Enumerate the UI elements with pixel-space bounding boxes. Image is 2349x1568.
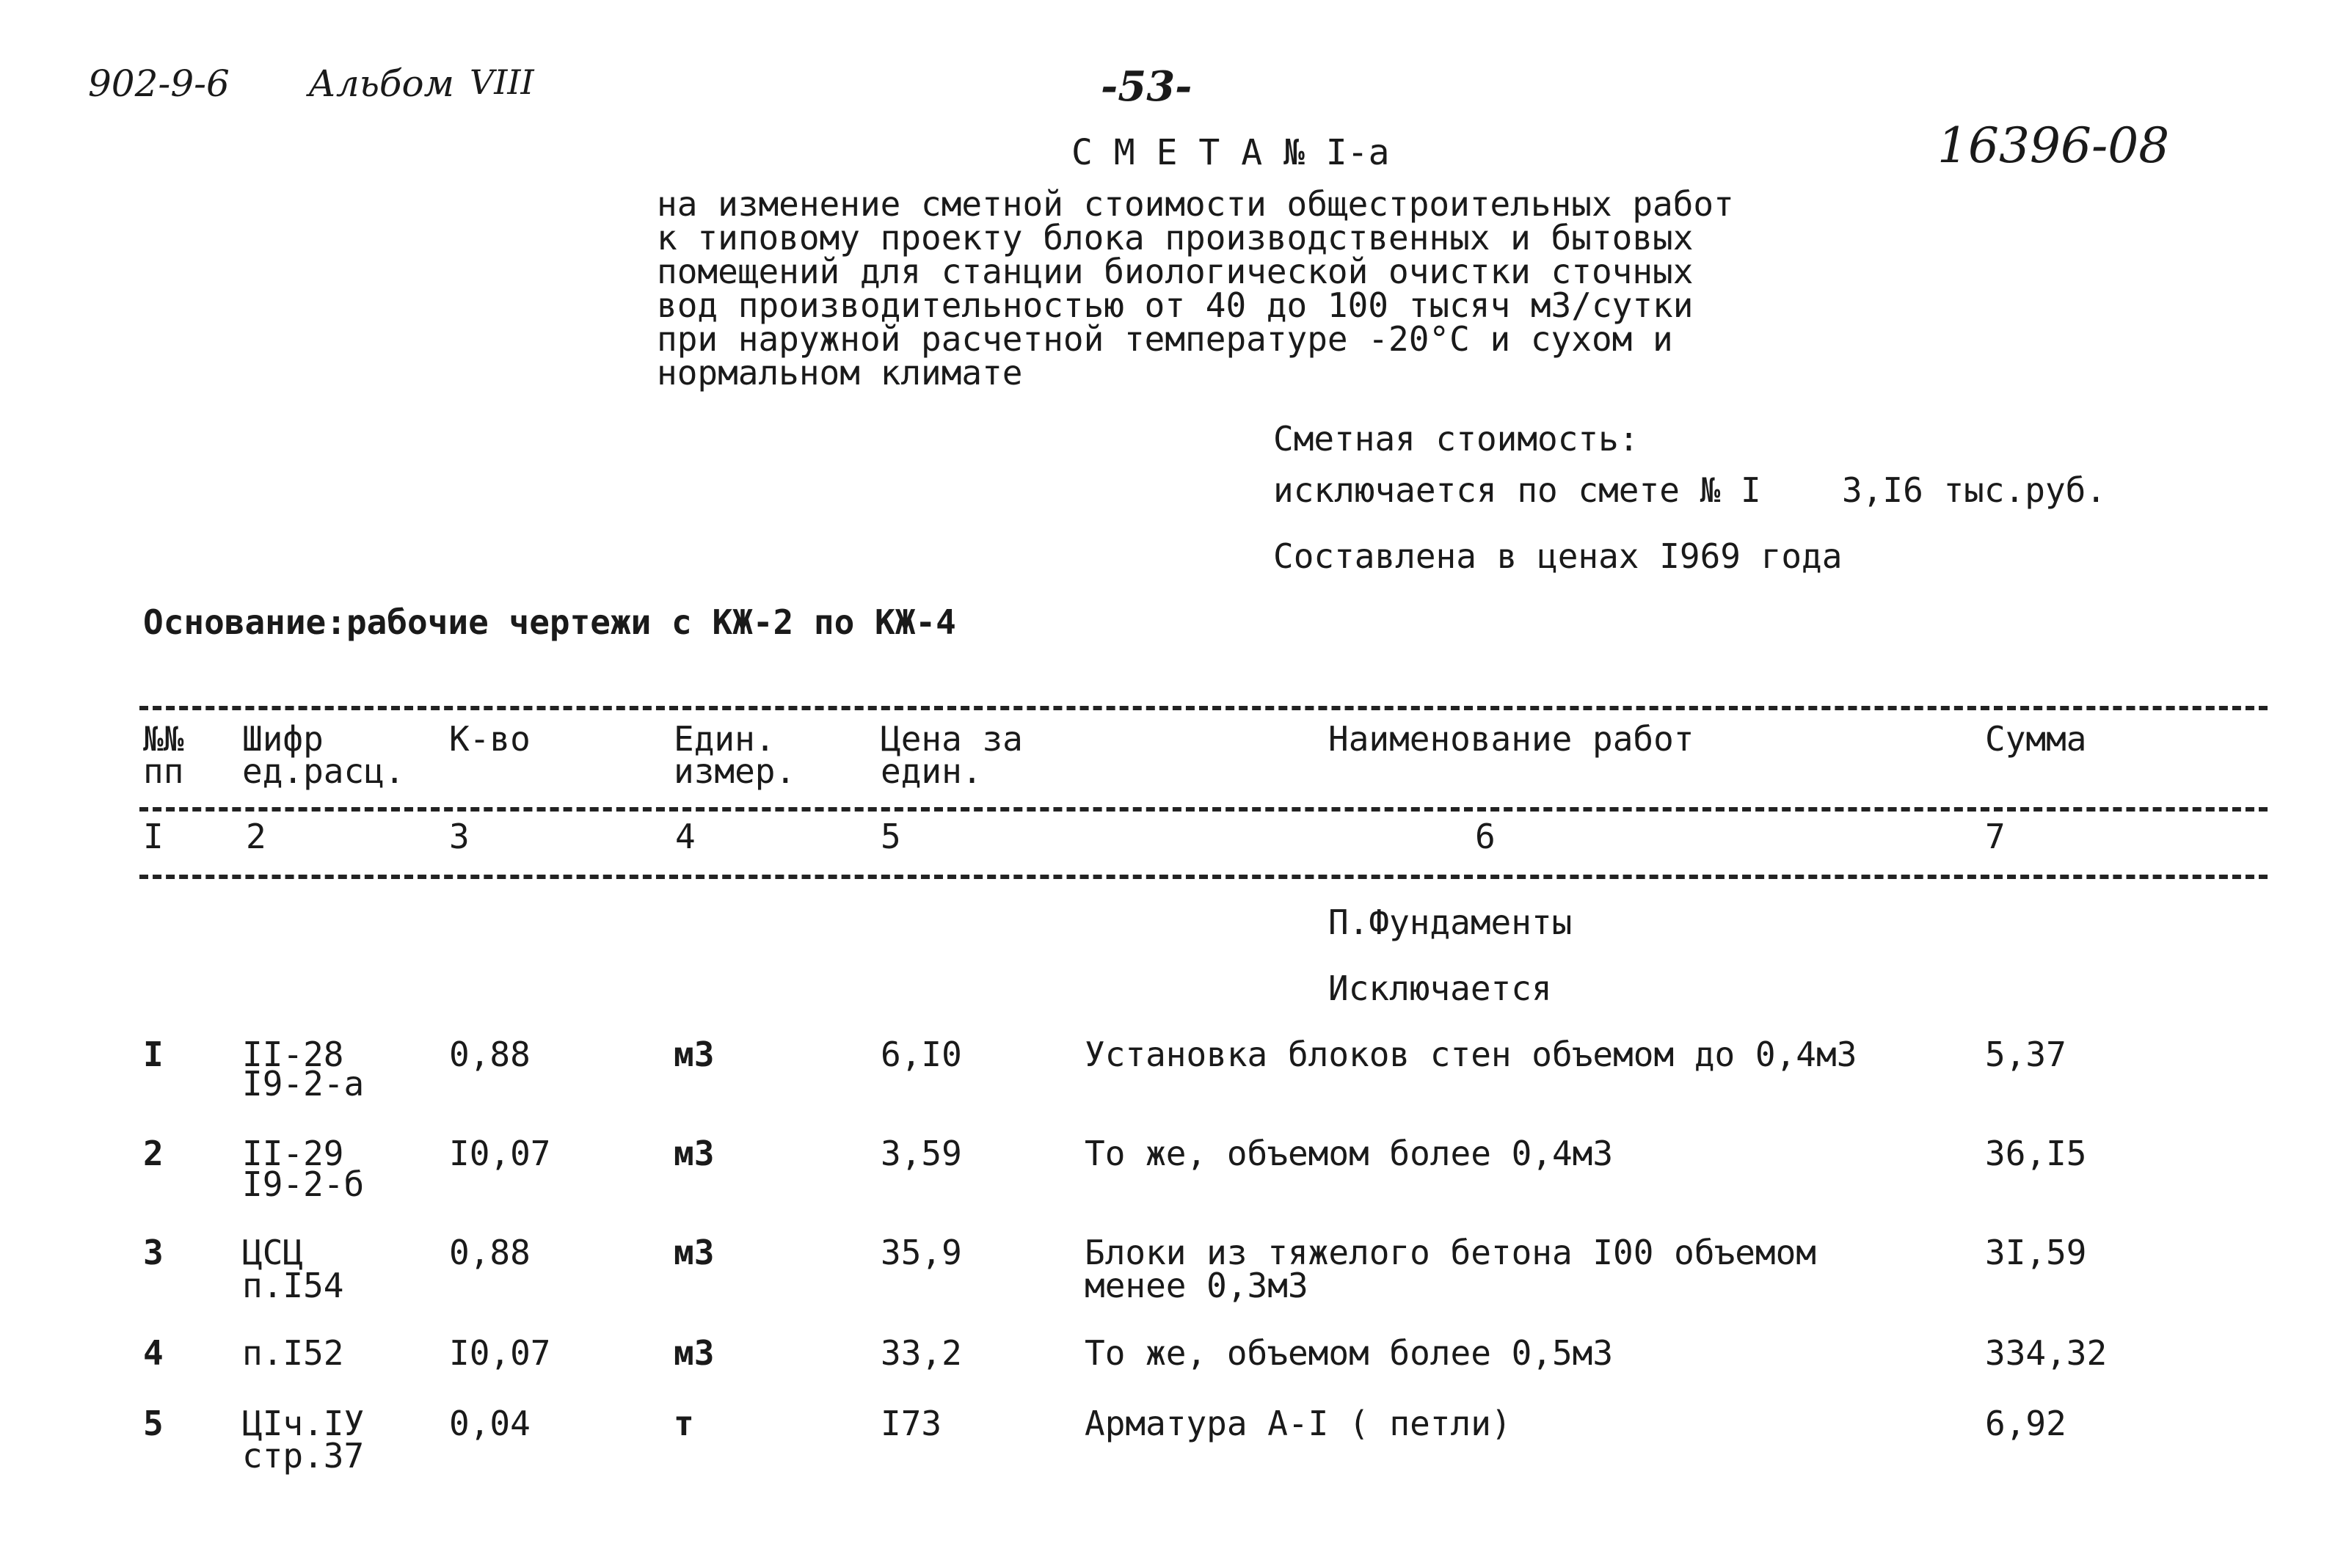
row-code: ЦСЦ: [242, 1233, 304, 1272]
row-code-2: I9-2-б: [242, 1164, 365, 1204]
row-code: ЦIч.IУ: [242, 1404, 365, 1443]
row-unit: м3: [674, 1035, 715, 1074]
page-title: С М Е Т А № I-а: [1071, 132, 1390, 173]
table-numbers-rule: [139, 875, 2268, 879]
album-number: VIII: [470, 62, 534, 102]
row-name: Установка блоков стен объемом до 0,4м3: [1085, 1035, 1857, 1074]
row-number: 4: [143, 1333, 164, 1373]
row-code-2: I9-2-а: [242, 1064, 365, 1104]
row-price: 35,9: [881, 1233, 962, 1272]
row-name: То же, объемом более 0,5м3: [1085, 1333, 1614, 1373]
description-line-6: нормальном климате: [657, 353, 1023, 393]
row-sum: 3I,59: [1985, 1233, 2087, 1272]
row-unit: м3: [674, 1333, 715, 1373]
row-code: II-28: [242, 1035, 344, 1074]
row-sum: 5,37: [1985, 1035, 2066, 1074]
row-qty: 0,88: [449, 1233, 531, 1272]
row-unit: м3: [674, 1233, 715, 1272]
table-top-rule: [139, 706, 2268, 710]
row-code: п.I52: [242, 1333, 344, 1373]
description-line-2: к типовому проекту блока производственных и бытовых: [657, 218, 1694, 258]
row-code-2: п.I54: [242, 1266, 344, 1305]
row-name: Арматура А-I ( петли): [1085, 1404, 1512, 1443]
row-code: II-29: [242, 1134, 344, 1173]
header-name: Наименование работ: [1328, 719, 1694, 759]
header-price-2: един.: [881, 751, 983, 791]
description-line-3: помещений для станции биологической очистки сточных: [657, 252, 1694, 291]
header-qty: К-во: [449, 719, 531, 759]
col-number: 7: [1985, 817, 2006, 856]
row-price: 6,I0: [881, 1035, 962, 1074]
row-code-2: стр.37: [242, 1436, 365, 1476]
row-number: 3: [143, 1233, 164, 1272]
row-unit: м3: [674, 1134, 715, 1173]
row-price: 3,59: [881, 1134, 962, 1173]
row-number: I: [143, 1035, 164, 1074]
col-number: 4: [675, 817, 696, 856]
row-name: То же, объемом более 0,4м3: [1085, 1134, 1614, 1173]
header-price-1: Цена за: [881, 719, 1023, 759]
row-number: 5: [143, 1404, 164, 1443]
header-sum: Сумма: [1985, 719, 2087, 759]
section-subtitle: Исключается: [1328, 969, 1552, 1008]
row-sum: 36,I5: [1985, 1134, 2087, 1173]
table-header-rule: [139, 807, 2268, 812]
description-line-5: при наружной расчетной температуре -20°С и сухом и: [657, 319, 1673, 359]
row-price: 33,2: [881, 1333, 962, 1373]
cost-prices: Составлена в ценах I969 года: [1273, 536, 1843, 576]
col-number: 2: [246, 817, 266, 856]
row-qty: 0,88: [449, 1035, 531, 1074]
header-unit-2: измер.: [674, 751, 796, 791]
row-unit: т: [674, 1404, 694, 1443]
row-qty: I0,07: [449, 1333, 551, 1373]
row-name-2: менее 0,3м3: [1085, 1266, 1308, 1305]
col-number: 3: [449, 817, 470, 856]
section-title: П.Фундаменты: [1328, 902, 1573, 942]
doc-number: 16396-08: [1937, 117, 2170, 174]
header-num-1: №№: [143, 719, 184, 759]
header-unit-1: Един.: [674, 719, 776, 759]
row-sum: 6,92: [1985, 1404, 2066, 1443]
cost-label: Сметная стоимость:: [1273, 419, 1639, 459]
cost-excluded-text: исключается по смете № I: [1273, 470, 1761, 510]
row-number: 2: [143, 1134, 164, 1173]
header-code-2: ед.расц.: [242, 751, 405, 791]
row-qty: I0,07: [449, 1134, 551, 1173]
row-sum: 334,32: [1985, 1333, 2108, 1373]
header-code-1: Шифр: [242, 719, 324, 759]
basis-text: Основание:рабочие чертежи с КЖ-2 по КЖ-4: [143, 602, 956, 642]
row-qty: 0,04: [449, 1404, 531, 1443]
cost-excluded-value: 3,I6 тыс.руб.: [1842, 470, 2107, 510]
album-code: 902-9-6: [88, 62, 230, 105]
row-price: I73: [881, 1404, 942, 1443]
description-line-1: на изменение сметной стоимости общестроительных работ: [657, 184, 1734, 224]
col-number: 5: [881, 817, 901, 856]
col-number: I: [143, 817, 164, 856]
description-line-4: вод производительностью от 40 до 100 тысяч м3/сутки: [657, 285, 1694, 325]
page-number: -53-: [1101, 62, 1192, 111]
header-num-2: пп: [143, 751, 184, 791]
album-word: Альбом: [308, 62, 454, 105]
row-name: Блоки из тяжелого бетона I00 объемом: [1085, 1233, 1816, 1272]
col-number: 6: [1475, 817, 1496, 856]
